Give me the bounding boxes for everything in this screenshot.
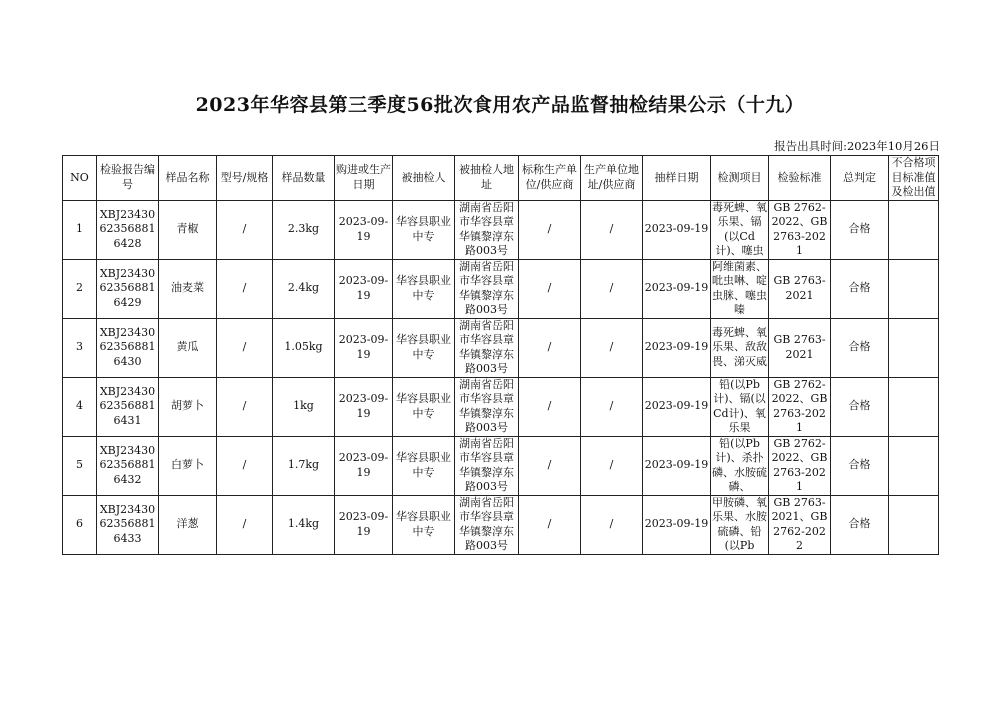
table-cell [519,495,581,554]
table-cell [63,495,97,554]
table-cell [889,318,939,377]
cell-text: 毒死蜱、氧乐果、敌敌畏、涕灭威 [712,325,767,368]
table-cell [711,436,769,495]
cell-text: / [242,222,247,236]
table-cell [393,259,455,318]
cell-text: 湖南省岳阳市华容县章华镇黎淳东路003号 [459,495,514,552]
table-cell [97,495,159,554]
cell-text: 湖南省岳阳市华容县章华镇黎淳东路003号 [459,259,514,316]
column-header: 被抽检人地址 [455,156,519,201]
cell-text: / [609,458,614,472]
cell-text: 2023-09-19 [338,392,389,420]
cell-text: 洋葱 [176,517,199,531]
table-cell [63,259,97,318]
table-cell [519,436,581,495]
cell-text: / [609,517,614,531]
cell-text: 湖南省岳阳市华容县章华镇黎淳东路003号 [459,436,514,493]
cell-text: 甲胺磷、氧乐果、水胺硫磷、铅(以Pb [712,495,767,552]
column-header: 检验报告编号 [97,156,159,201]
table-cell [769,495,831,554]
table-cell [97,200,159,259]
table-cell [335,495,393,554]
cell-text: / [242,399,247,413]
results-table [62,155,939,555]
cell-text: 4 [76,399,83,413]
table-cell [889,495,939,554]
document-title: 2023年华容县第三季度56批次食用农产品监督抽检结果公示（十九） [195,94,805,116]
cell-text: 华容县职业中专 [396,274,451,302]
table-cell [581,377,643,436]
table-cell [217,200,273,259]
cell-text: 3 [76,340,83,354]
table-cell [831,259,889,318]
cell-text: 黄瓜 [176,340,199,354]
table-cell [159,495,217,554]
cell-text: 2023-09-19 [338,274,389,302]
table-cell [455,436,519,495]
table-cell [455,259,519,318]
cell-text: 湖南省岳阳市华容县章华镇黎淳东路003号 [459,200,514,257]
column-header: 标称生产单位/供应商 [519,156,581,201]
cell-text: 湖南省岳阳市华容县章华镇黎淳东路003号 [459,318,514,375]
column-header: 样品名称 [159,156,217,201]
table-cell [889,436,939,495]
table-cell [63,200,97,259]
column-header: 抽样日期 [643,156,711,201]
table-cell [455,495,519,554]
cell-text: / [242,340,247,354]
cell-text: / [242,517,247,531]
cell-text: 合格 [848,458,871,472]
table-cell [159,377,217,436]
cell-text: 油麦菜 [171,281,204,295]
cell-text: GB 2762-2022、GB 2763-2021 [771,200,828,257]
table-cell [273,318,335,377]
table-cell [831,200,889,259]
table-cell [889,200,939,259]
column-header: 不合格项目标准值及检出值 [889,156,939,201]
cell-text: / [609,340,614,354]
cell-text: XBJ23430623568816432 [99,443,156,486]
cell-text: 胡萝卜 [171,399,204,413]
table-cell [63,436,97,495]
cell-text: 合格 [848,399,871,413]
table-cell [393,200,455,259]
cell-text: / [547,517,552,531]
column-header: 生产单位地址/供应商 [581,156,643,201]
cell-text: / [609,281,614,295]
cell-text: 铅(以Pb计)、杀扑磷、水胺硫磷、 [712,436,767,493]
table-cell [335,200,393,259]
table-cell [831,318,889,377]
table-row [63,318,939,377]
cell-text: 白萝卜 [171,458,204,472]
table-cell [831,495,889,554]
table-cell [455,318,519,377]
cell-text: / [609,399,614,413]
table-row [63,495,939,554]
cell-text: GB 2763-2021 [773,333,826,361]
table-cell [393,495,455,554]
cell-text: 6 [76,517,83,531]
table-cell [217,377,273,436]
table-cell [97,436,159,495]
table-cell [769,377,831,436]
cell-text: 2023-09-19 [338,510,389,538]
cell-text: GB 2762-2022、GB 2763-2021 [771,436,828,493]
table-cell [769,436,831,495]
table-cell [769,200,831,259]
cell-text: / [547,458,552,472]
table-cell [711,377,769,436]
table-cell [159,436,217,495]
column-header: 检测项目 [711,156,769,201]
table-body [63,200,939,554]
cell-text: XBJ23430623568816428 [99,207,156,250]
table-cell [455,200,519,259]
cell-text: 2023-09-19 [644,222,709,236]
cell-text: GB 2763-2021、GB 2762-2022 [771,495,828,552]
cell-text: 华容县职业中专 [396,215,451,243]
table-cell [889,377,939,436]
table-cell [273,200,335,259]
cell-text: 1.4kg [287,517,320,531]
cell-text: 华容县职业中专 [396,510,451,538]
column-header: 购进或生产日期 [335,156,393,201]
table-cell [335,436,393,495]
cell-text: 2.3kg [287,222,320,236]
cell-text: 2.4kg [287,281,320,295]
table-cell [97,377,159,436]
cell-text: XBJ23430623568816429 [99,266,156,309]
cell-text: / [547,399,552,413]
cell-text: 1 [76,222,83,236]
table-cell [643,200,711,259]
table-cell [581,495,643,554]
cell-text: XBJ23430623568816431 [99,384,156,427]
table-cell [393,436,455,495]
table-cell [159,200,217,259]
table-cell [63,377,97,436]
table-cell [159,318,217,377]
cell-text: 2023-09-19 [644,281,709,295]
column-header: 被抽检人 [393,156,455,201]
cell-text: / [547,281,552,295]
cell-text: / [547,340,552,354]
table-row [63,377,939,436]
table-cell [217,259,273,318]
cell-text: 1kg [293,399,314,413]
column-header: 总判定 [831,156,889,201]
cell-text: 合格 [848,340,871,354]
cell-text: / [242,281,247,295]
cell-text: 2023-09-19 [338,451,389,479]
cell-text: 2023-09-19 [338,333,389,361]
cell-text: XBJ23430623568816433 [99,502,156,545]
table-cell [97,318,159,377]
cell-text: 2023-09-19 [644,399,709,413]
table-row [63,259,939,318]
table-cell [273,377,335,436]
cell-text: 2023-09-19 [338,215,389,243]
table-cell [769,318,831,377]
table-row [63,436,939,495]
table-cell [831,436,889,495]
table-cell [63,318,97,377]
table-cell [335,318,393,377]
cell-text: 2 [76,281,83,295]
cell-text: 2023-09-19 [644,340,709,354]
cell-text: 华容县职业中专 [396,451,451,479]
table-cell [335,259,393,318]
cell-text: 铅(以Pb计)、镉(以Cd计)、氧乐果 [713,377,766,434]
table-cell [393,377,455,436]
cell-text: 华容县职业中专 [396,392,451,420]
table-cell [711,318,769,377]
table-cell [217,495,273,554]
cell-text: 1.7kg [287,458,320,472]
table-cell [519,318,581,377]
column-header: 样品数量 [273,156,335,201]
table-cell [97,259,159,318]
column-header: 检验标准 [769,156,831,201]
table-cell [581,436,643,495]
column-header: NO [63,156,97,201]
table-cell [159,259,217,318]
cell-text: 2023-09-19 [644,517,709,531]
cell-text: / [242,458,247,472]
table-cell [335,377,393,436]
report-issue-date: 报告出具时间:2023年10月26日 [774,139,940,153]
cell-text: 1.05kg [284,340,323,354]
table-cell [643,377,711,436]
table-header-row [63,156,939,201]
cell-text: GB 2763-2021 [773,274,826,302]
cell-text: 毒死蜱、氧乐果、镉(以Cd计)、噻虫 [712,200,767,257]
table-cell [393,318,455,377]
table-cell [831,377,889,436]
cell-text: XBJ23430623568816430 [99,325,156,368]
table-row [63,200,939,259]
table-cell [643,495,711,554]
table-cell [455,377,519,436]
table-cell [217,318,273,377]
table-cell [519,200,581,259]
table-cell [711,259,769,318]
column-header: 型号/规格 [217,156,273,201]
table-cell [643,318,711,377]
cell-text: 合格 [848,517,871,531]
table-cell [217,436,273,495]
table-cell [273,495,335,554]
cell-text: 湖南省岳阳市华容县章华镇黎淳东路003号 [459,377,514,434]
cell-text: 5 [76,458,83,472]
table-cell [581,318,643,377]
cell-text: GB 2762-2022、GB 2763-2021 [771,377,828,434]
table-cell [643,259,711,318]
cell-text: / [609,222,614,236]
table-cell [273,436,335,495]
cell-text: 阿维菌素、吡虫啉、啶虫脒、噻虫嗪 [712,259,767,316]
table-cell [643,436,711,495]
table-cell [769,259,831,318]
cell-text: 青椒 [176,222,199,236]
cell-text: 合格 [848,222,871,236]
cell-text: 合格 [848,281,871,295]
table-cell [889,259,939,318]
cell-text: / [547,222,552,236]
table-cell [581,200,643,259]
cell-text: 2023-09-19 [644,458,709,472]
table-cell [519,259,581,318]
table-cell [581,259,643,318]
table-cell [519,377,581,436]
table-cell [273,259,335,318]
table-cell [711,200,769,259]
cell-text: 华容县职业中专 [396,333,451,361]
table-cell [711,495,769,554]
